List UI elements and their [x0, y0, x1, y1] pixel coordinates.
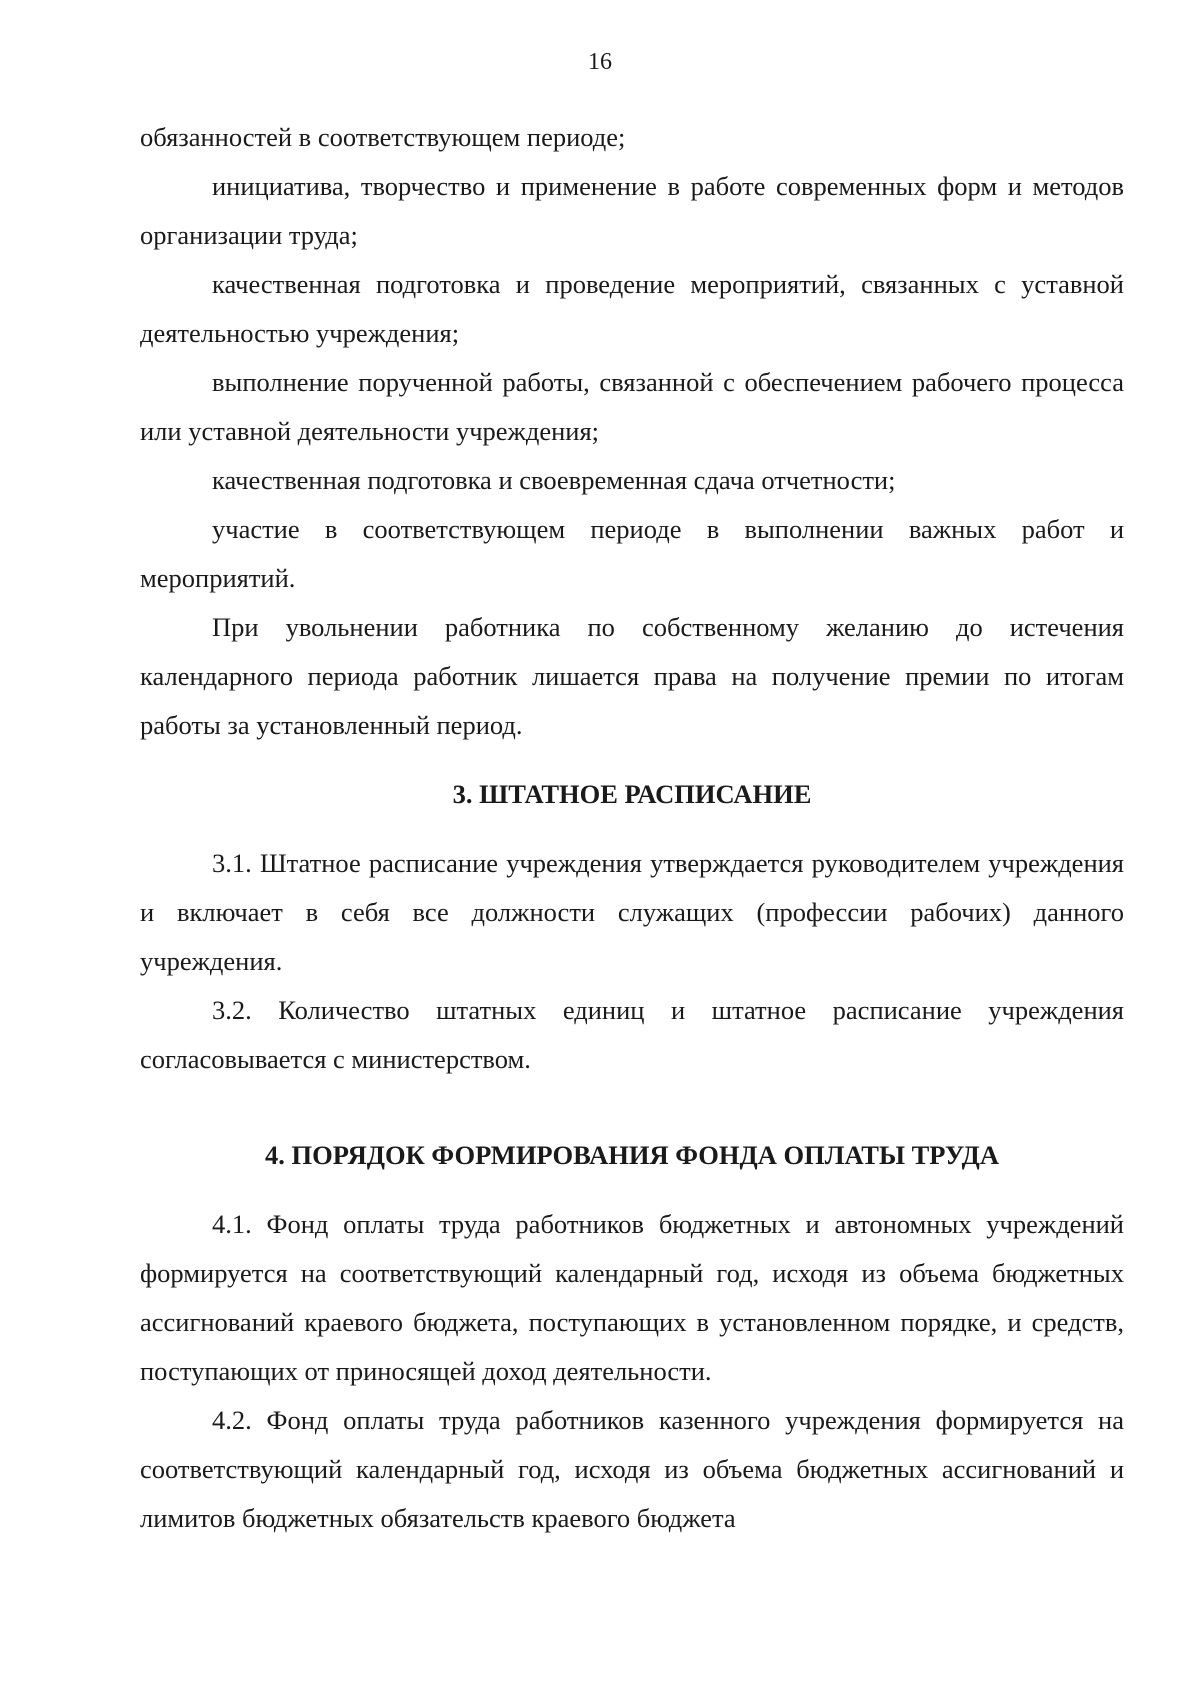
paragraph-3-1: 3.1. Штатное расписание учреждения утверждается руководителем учреждения и включает в себя все должности служащих (профессии рабочих) данного учреждения.	[140, 848, 1124, 976]
paragraph-4-2: 4.2. Фонд оплаты труда работников казенного учреждения формируется на соответствующий календарный год, исходя из объема бюджетных ассигнований и лимитов бюджетных обязательств краевого бюджета	[140, 1405, 1124, 1533]
section-heading-staffing: 3. ШТАТНОЕ РАСПИСАНИЕ	[452, 779, 812, 809]
paragraph-continuation: обязанностей в соответствующем периоде;	[140, 122, 626, 152]
paragraph-initiative: инициатива, творчество и применение в работе современных форм и методов организации труда;	[140, 171, 1124, 250]
section-heading-payroll-fund: 4. ПОРЯДОК ФОРМИРОВАНИЯ ФОНДА ОПЛАТЫ ТРУДА	[265, 1140, 999, 1170]
page-number: 16	[588, 49, 612, 75]
document-body	[140, 113, 1124, 1543]
paragraph-assigned-work: выполнение порученной работы, связанной с обеспечением рабочего процесса или уставной деятельности учреждения;	[140, 367, 1124, 446]
paragraph-participation: участие в соответствующем периоде в выполнении важных работ и мероприятий.	[140, 514, 1124, 593]
paragraph-4-1: 4.1. Фонд оплаты труда работников бюджетных и автономных учреждений формируется на соответствующий календарный год, исходя из объема бюджетных ассигнований краевого бюджета, поступающих в установленном порядке, и средств, поступающих от приносящей доход деятельности.	[140, 1209, 1124, 1386]
paragraph-dismissal: При увольнении работника по собственному желанию до истечения календарного периода работник лишается права на получение премии по итогам работы за установленный период.	[140, 612, 1124, 740]
paragraph-events-preparation: качественная подготовка и проведение мероприятий, связанных с уставной деятельностью учреждения;	[140, 269, 1124, 348]
paragraph-3-2: 3.2. Количество штатных единиц и штатное расписание учреждения согласовывается с министерством.	[140, 995, 1124, 1074]
paragraph-reporting: качественная подготовка и своевременная сдача отчетности;	[212, 465, 896, 495]
